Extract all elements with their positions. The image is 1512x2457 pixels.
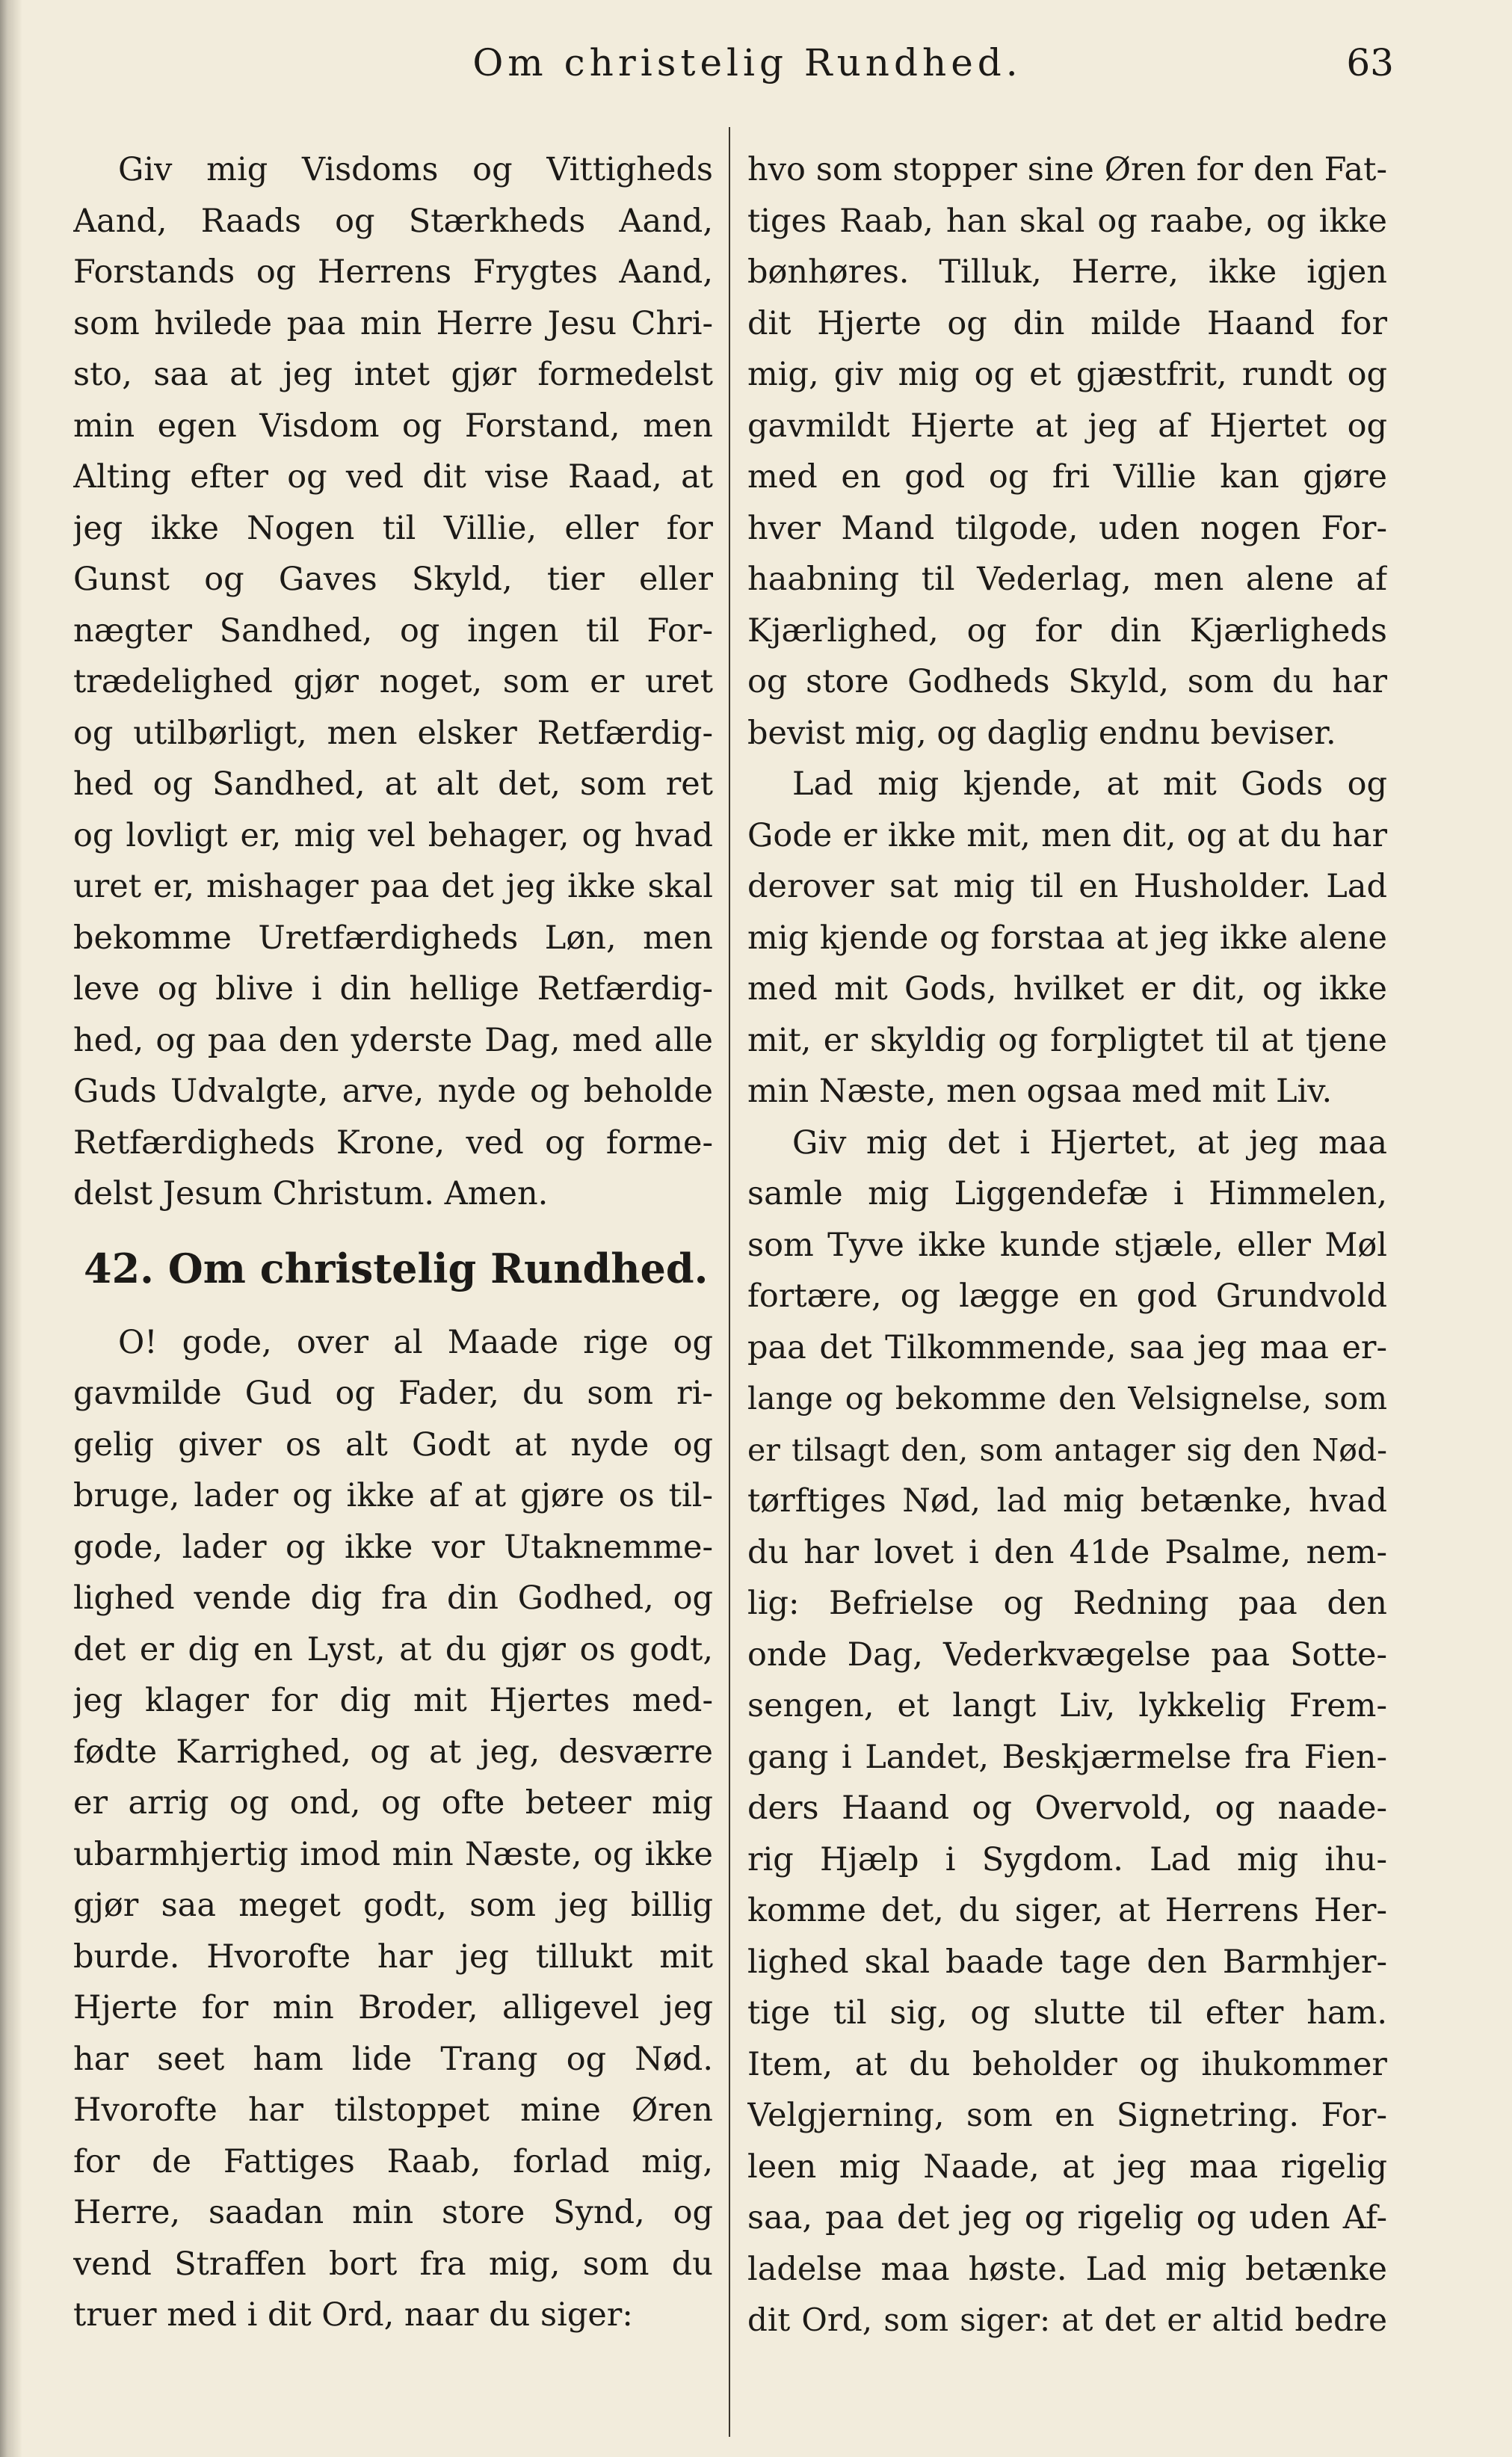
text-line: gjør saa meget godt, som jeg billig — [73, 1887, 713, 1924]
text-line: fortære, og lægge en god Grundvold — [747, 1277, 1387, 1315]
text-line: onde Dag, Vederkvægelse paa Sotte- — [747, 1636, 1387, 1674]
text-line: og utilbørligt, men elsker Retfærdig- — [73, 714, 713, 752]
text-line: haabning til Vederlag, men alene af — [747, 561, 1387, 598]
text-line: bønhøres. Tilluk, Herre, ikke igjen — [747, 253, 1387, 291]
text-line: Aand, Raads og Stærkheds Aand, — [73, 202, 713, 240]
text-line: ders Haand og Overvold, og naade- — [747, 1789, 1387, 1827]
text-line: komme det, du siger, at Herrens Her- — [747, 1892, 1387, 1929]
text-line: nægter Sandhed, og ingen til For- — [73, 611, 713, 650]
text-line: sto, saa at jeg intet gjør formedelst — [73, 356, 713, 393]
text-line: trædelighed gjør noget, som er uret — [73, 663, 713, 700]
text-line: gavmilde Gud og Fader, du som ri- — [73, 1375, 713, 1412]
text-line: rig Hjælp i Sygdom. Lad mig ihu- — [747, 1840, 1387, 1878]
text-line: gode, lader og ikke vor Utaknemme- — [73, 1528, 713, 1566]
text-line: min egen Visdom og Forstand, men — [73, 407, 713, 445]
text-line: dit Ord, som siger: at det er altid bedre — [747, 2302, 1387, 2338]
page-number: 63 — [1346, 41, 1394, 84]
text-line: Item, at du beholder og ihukommer — [747, 2045, 1387, 2083]
column-divider — [729, 127, 730, 2437]
text-line: mit, er skyldig og forpligtet til at tjene — [747, 1021, 1387, 1059]
text-line: Giv mig det i Hjertet, at jeg maa — [792, 1123, 1387, 1162]
text-line: samle mig Liggendefæ i Himmelen, — [747, 1175, 1387, 1212]
text-line: lighed vende dig fra din Godhed, og — [73, 1579, 713, 1617]
text-line: Gunst og Gaves Skyld, tier eller — [73, 561, 713, 598]
text-line: mig kjende og forstaa at jeg ikke alene — [747, 919, 1387, 957]
text-line: bevist mig, og daglig endnu beviser. — [747, 714, 1336, 752]
prayer-41-ending — [73, 144, 713, 1220]
text-line: hed og Sandhed, at alt det, som ret — [73, 765, 713, 803]
text-line: mig, giv mig og et gjæstfrit, rundt og — [747, 356, 1387, 393]
text-line: Alting efter og ved dit vise Raad, at — [73, 458, 713, 496]
text-line: hver Mand tilgode, uden nogen For- — [747, 509, 1387, 547]
text-line: uret er, mishager paa det jeg ikke skal — [73, 868, 713, 905]
text-line: Gode er ikke mit, men dit, og at du har — [747, 816, 1387, 854]
text-line: O! gode, over al Maade rige og — [118, 1323, 713, 1361]
page-header — [0, 41, 1512, 93]
text-line: Herre, saadan min store Synd, og — [73, 2194, 713, 2231]
text-line: Retfærdigheds Krone, ved og forme- — [73, 1123, 713, 1162]
text-line: gavmildt Hjerte at jeg af Hjertet og — [747, 407, 1387, 445]
text-line: ladelse maa høste. Lad mig betænke — [747, 2250, 1387, 2288]
text-line: ubarmhjertig imod min Næste, og ikke — [73, 1835, 713, 1873]
book-binding-edge — [0, 0, 22, 2457]
text-line: gelig giver os alt Godt at nyde og — [73, 1425, 713, 1464]
text-line: fødte Karrighed, og at jeg, desværre — [73, 1733, 713, 1771]
text-line: med mit Gods, hvilket er dit, og ikke — [747, 970, 1387, 1008]
left-column — [73, 144, 713, 2341]
text-line: dit Hjerte og din milde Haand for — [747, 304, 1387, 342]
text-line: som hvilede paa min Herre Jesu Chri- — [73, 304, 713, 342]
text-line: lange og bekomme den Velsignelse, som — [747, 1381, 1387, 1416]
text-line: det er dig en Lyst, at du gjør os godt, — [73, 1630, 713, 1668]
text-line: tiges Raab, han skal og raabe, og ikke — [747, 202, 1387, 240]
prayer-42-continuation — [747, 144, 1387, 2346]
text-line: jeg ikke Nogen til Villie, eller for — [73, 509, 713, 547]
text-line: bekomme Uretfærdigheds Løn, men — [73, 919, 713, 957]
text-line: og lovligt er, mig vel behager, og hvad — [73, 816, 713, 854]
text-line: leen mig Naade, at jeg maa rigelig — [747, 2148, 1387, 2186]
text-line: Hjerte for min Broder, alligevel jeg — [73, 1989, 713, 2026]
text-line: Guds Udvalgte, arve, nyde og beholde — [73, 1073, 713, 1110]
text-line: min Næste, men ogsaa med mit Liv. — [747, 1073, 1333, 1110]
text-line: har seet ham lide Trang og Nød. — [73, 2040, 713, 2078]
text-line: paa det Tilkommende, saa jeg maa er- — [747, 1328, 1387, 1366]
text-line: derover sat mig til en Husholder. Lad — [747, 868, 1387, 905]
text-line: lighed skal baade tage den Barmhjer- — [747, 1943, 1387, 1981]
text-line: hed, og paa den yderste Dag, med alle — [73, 1021, 713, 1059]
text-line: Forstands og Herrens Frygtes Aand, — [73, 253, 713, 291]
text-line: tørftiges Nød, lad mig betænke, hvad — [747, 1482, 1387, 1520]
prayer-42-text — [73, 1317, 713, 2341]
text-line: burde. Hvorofte har jeg tillukt mit — [73, 1937, 713, 1976]
text-line: leve og blive i din hellige Retfærdig- — [73, 970, 713, 1008]
text-line: Hvorofte har tilstoppet mine Øren — [73, 2091, 713, 2129]
text-line: Velgjerning, som en Signetring. For- — [747, 2097, 1387, 2134]
text-line: bruge, lader og ikke af at gjøre os til- — [73, 1477, 713, 1514]
text-line: vend Straffen bort fra mig, som du — [73, 2245, 713, 2283]
text-line: og store Godheds Skyld, som du har — [747, 663, 1387, 700]
text-line: du har lovet i den 41de Psalme, nem- — [747, 1533, 1387, 1571]
right-column — [747, 144, 1387, 2346]
text-line: saa, paa det jeg og rigelig og uden Af- — [747, 2199, 1387, 2236]
text-line: er tilsagt den, som antager sig den Nød- — [747, 1431, 1387, 1468]
text-line: jeg klager for dig mit Hjertes med- — [73, 1682, 713, 1719]
text-line: som Tyve ikke kunde stjæle, eller Møl — [747, 1226, 1387, 1264]
text-line: med en god og fri Villie kan gjøre — [747, 458, 1387, 496]
text-line: tige til sig, og slutte til efter ham. — [747, 1994, 1387, 2032]
text-line: gang i Landet, Beskjærmelse fra Fien- — [747, 1738, 1387, 1776]
text-line: Lad mig kjende, at mit Gods og — [792, 765, 1387, 803]
text-line: hvo som stopper sine Øren for den Fat- — [747, 151, 1387, 188]
text-line: Giv mig Visdoms og Vittigheds — [118, 151, 713, 188]
text-line: sengen, et langt Liv, lykkelig Frem- — [747, 1687, 1387, 1724]
text-line: Kjærlighed, og for din Kjærligheds — [747, 611, 1387, 650]
text-line: for de Fattiges Raab, forlad mig, — [73, 2142, 713, 2180]
section-heading: 42. Om christelig Rundhed. — [84, 1244, 709, 1292]
text-line: delst Jesum Christum. Amen. — [73, 1175, 549, 1212]
text-line: er arrig og ond, og ofte beteer mig — [73, 1784, 713, 1822]
text-line: truer med i dit Ord, naar du siger: — [73, 2296, 633, 2334]
running-title: Om christelig Rundhed. — [472, 41, 1022, 84]
text-line: lig: Befrielse og Redning paa den — [747, 1585, 1387, 1622]
